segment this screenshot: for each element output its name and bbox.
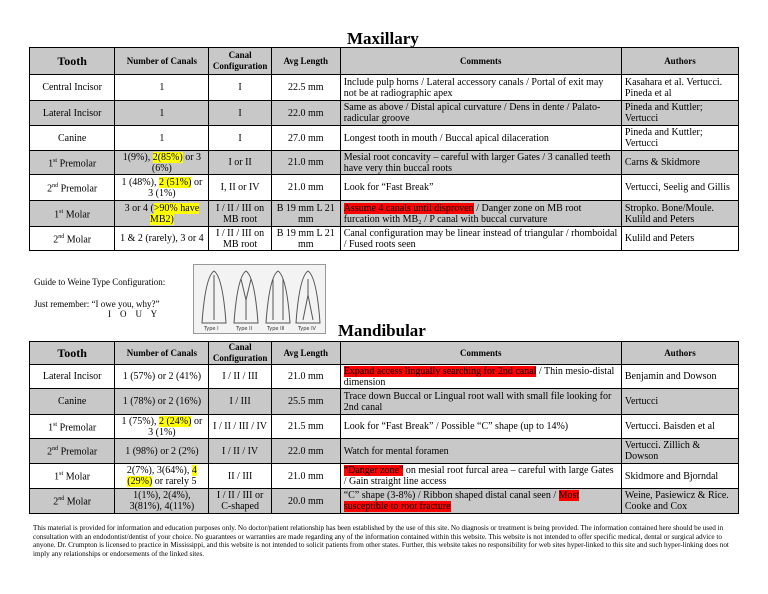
mandibular-header-tooth: Tooth — [30, 342, 115, 365]
canal-count-text: 1 (78%) or 2 (16%) — [122, 396, 202, 407]
mandibular-authors-cell: Weine, Pasiewicz & Rice. Cooke and Cox — [621, 489, 738, 514]
maxillary-authors-cell: Pineda and Kuttler; Vertucci — [621, 101, 738, 126]
maxillary-length-cell: 22.5 mm — [271, 75, 340, 101]
comment-text: Canal configuration may be linear instead of triangular / rhomboidal / Fused roots seen — [343, 227, 618, 250]
maxillary-authors-cell: Carns & Skidmore — [621, 151, 738, 175]
maxillary-configuration-cell: I, II or IV — [209, 175, 271, 201]
maxillary-authors-cell: Kulild and Peters — [621, 227, 738, 251]
mandibular-header-comments: Comments — [340, 342, 621, 365]
mandibular-header-row — [30, 342, 739, 365]
canal-count-text: 1 — [159, 82, 165, 93]
maxillary-comments-cell — [340, 175, 621, 201]
tooth-ordinal-suffix: nd — [52, 446, 59, 453]
mandibular-authors-cell: Benjamin and Dowson — [621, 365, 738, 389]
maxillary-tooth-cell — [30, 201, 115, 227]
highlighted-comment: Assume 4 canals until disproven — [343, 202, 474, 214]
mandibular-row — [30, 389, 739, 415]
tooth-name: Molar — [64, 234, 92, 246]
tooth-ordinal-suffix: st — [59, 471, 64, 478]
highlighted-comment: Expand access lingually searching for 2nd canal — [343, 365, 537, 377]
tooth-name: Premolar — [57, 422, 97, 434]
mandibular-title: Mandibular — [338, 321, 426, 340]
maxillary-header-number-of-canals: Number of Canals — [115, 48, 209, 75]
highlighted-comment: “Danger zone” — [343, 465, 404, 476]
tooth-ordinal-suffix: nd — [58, 233, 65, 240]
tooth-ordinal-suffix: st — [53, 421, 58, 428]
maxillary-title: Maxillary — [347, 29, 419, 48]
mandibular-header-number-of-canals: Number of Canals — [115, 342, 209, 365]
maxillary-tooth-cell — [30, 175, 115, 201]
comment-text: “C” shape (3-8%) / Ribbon shaped distal canal seen / — [343, 490, 559, 501]
canal-count-text: 1(9%), — [122, 151, 153, 163]
mandibular-length-cell: 21.0 mm — [271, 365, 340, 389]
maxillary-header-row — [30, 48, 739, 75]
maxillary-canals-cell — [115, 126, 209, 151]
maxillary-canals-cell — [115, 227, 209, 251]
comment-text: on mesial root furcal area – careful with large Gates / Gain straight line access — [343, 465, 614, 487]
maxillary-length-cell: B 19 mm L 21 mm — [271, 201, 340, 227]
tooth-name: Premolar — [58, 183, 98, 195]
comment-text: Same as above / Distal apical curvature / Dens in dente / Palato-radicular groove — [343, 102, 601, 124]
maxillary-tooth-cell — [30, 151, 115, 175]
highlighted-canal-count: 4 (29%) — [127, 465, 197, 487]
comment-text: Trace down Buccal or Lingual root wall with small file looking for 2nd canal — [343, 390, 612, 413]
maxillary-row — [30, 75, 739, 101]
tooth-number: 1 — [54, 471, 60, 483]
maxillary-canals-cell — [115, 75, 209, 101]
maxillary-comments-cell — [340, 101, 621, 126]
tooth-number: 1 — [48, 422, 54, 434]
mandibular-configuration-cell: II / III — [209, 464, 271, 489]
mandibular-tooth-cell — [30, 389, 115, 415]
maxillary-tooth-cell — [30, 75, 115, 101]
canal-count-text: 1 — [159, 107, 165, 119]
mandibular-canals-cell — [115, 439, 209, 464]
mandibular-configuration-cell: I / II / III — [209, 365, 271, 389]
weine-label-2: Type II — [236, 326, 253, 332]
mandibular-length-cell: 21.0 mm — [271, 464, 340, 489]
maxillary-length-cell: 21.0 mm — [271, 151, 340, 175]
mandibular-row — [30, 489, 739, 514]
tooth-name: Central Incisor — [42, 82, 103, 93]
tooth-name: Molar — [63, 209, 91, 221]
mandibular-canals-cell — [115, 489, 209, 514]
mandibular-configuration-cell: I / II / III or C-shaped — [209, 489, 271, 514]
maxillary-header-comments: Comments — [340, 48, 621, 75]
canal-count-text: 3 or 4 ( — [124, 202, 154, 214]
maxillary-length-cell: 27.0 mm — [271, 126, 340, 151]
maxillary-length-cell: 21.0 mm — [271, 175, 340, 201]
mandibular-comments-cell — [340, 365, 621, 389]
maxillary-authors-cell: Vertucci, Seelig and Gillis — [621, 175, 738, 201]
tooth-name: Lateral Incisor — [42, 107, 102, 119]
tooth-name: Premolar — [58, 446, 98, 458]
tooth-name: Canine — [58, 396, 87, 407]
canal-count-text: 1 — [159, 132, 165, 144]
comment-text: / Thin mesio-distal dimension — [343, 365, 615, 388]
mandibular-row — [30, 464, 739, 489]
maxillary-comments-cell — [340, 151, 621, 175]
canal-count-text: 1(1%), 2(4%), 3(81%), 4(11%) — [129, 490, 195, 512]
mandibular-row — [30, 439, 739, 464]
tooth-ordinal-suffix: st — [59, 208, 64, 215]
comment-text: Look for “Fast Break” / Possible “C” shape (up to 14%) — [343, 421, 569, 432]
weine-letters: I O U Y — [108, 309, 158, 319]
tooth-name: Molar — [63, 471, 91, 483]
maxillary-configuration-cell: I / II / III on MB root — [209, 201, 271, 227]
maxillary-header-tooth: Tooth — [30, 48, 115, 75]
canal-count-text: or 3 (1%) — [148, 415, 203, 438]
tooth-name: Molar — [64, 496, 92, 508]
weine-remember-text: Just remember: “I owe you, why?” — [34, 299, 160, 309]
mandibular-tooth-cell — [30, 439, 115, 464]
mandibular-tooth-cell — [30, 365, 115, 389]
tooth-ordinal-suffix: nd — [58, 496, 65, 503]
canal-count-text: or 3 (6%) — [151, 151, 202, 174]
mandibular-row — [30, 415, 739, 439]
maxillary-canals-cell — [115, 201, 209, 227]
weine-configuration-image — [193, 264, 326, 334]
canal-count-text: 1 (57%) or 2 (41%) — [122, 371, 202, 382]
maxillary-length-cell: B 19 mm L 21 mm — [271, 227, 340, 251]
mandibular-tooth-cell — [30, 489, 115, 514]
mandibular-table — [29, 341, 739, 514]
maxillary-header-canal-configuration: Canal Configuration — [209, 48, 271, 75]
maxillary-authors-cell: Kasahara et al. Vertucci. Pineda et al — [621, 75, 738, 101]
mandibular-header-canal-configuration: Canal Configuration — [209, 342, 271, 365]
maxillary-configuration-cell: I / II / III on MB root — [209, 227, 271, 251]
maxillary-comments-cell — [340, 227, 621, 251]
tooth-number: 2 — [53, 234, 59, 246]
mandibular-comments-cell — [340, 464, 621, 489]
canal-count-text: 1 & 2 (rarely), 3 or 4 — [120, 233, 204, 244]
maxillary-row — [30, 175, 739, 201]
maxillary-canals-cell — [115, 175, 209, 201]
canal-count-text: 2(7%), 3(64%), — [126, 465, 192, 476]
maxillary-row — [30, 201, 739, 227]
maxillary-configuration-cell: I — [209, 75, 271, 101]
tooth-number: 1 — [54, 209, 60, 221]
tooth-ordinal-suffix: nd — [52, 182, 59, 189]
mandibular-comments-cell — [340, 489, 621, 514]
comment-text: Look for “Fast Break” — [343, 182, 434, 193]
mandibular-tooth-cell — [30, 415, 115, 439]
tooth-number: 1 — [48, 158, 54, 170]
mandibular-comments-cell — [340, 439, 621, 464]
maxillary-configuration-cell: I or II — [209, 151, 271, 175]
highlighted-canal-count: 2(85%) — [152, 151, 183, 163]
mandibular-canals-cell — [115, 464, 209, 489]
mandibular-length-cell: 22.0 mm — [271, 439, 340, 464]
maxillary-length-cell: 22.0 mm — [271, 101, 340, 126]
maxillary-row — [30, 126, 739, 151]
maxillary-tooth-cell — [30, 101, 115, 126]
maxillary-row — [30, 101, 739, 126]
mandibular-length-cell: 25.5 mm — [271, 389, 340, 415]
mandibular-configuration-cell: I / III — [209, 389, 271, 415]
mandibular-canals-cell — [115, 415, 209, 439]
comment-text: Watch for mental foramen — [343, 445, 449, 457]
maxillary-header-authors: Authors — [621, 48, 738, 75]
maxillary-comments-cell — [340, 201, 621, 227]
maxillary-row — [30, 227, 739, 251]
canal-count-text: or rarely 5 — [152, 476, 197, 487]
maxillary-canals-cell — [115, 101, 209, 126]
mandibular-header-avg-length: Avg Length — [271, 342, 340, 365]
disclaimer-text: This material is provided for information and education purposes only. No doctor/patient relationship has been established by the use of this site. No diagnosis or treatment is being provided. The information contained here should be used in consultation with an endodontist/dentist of your choice. No guarantees or warranties are made regarding any of the information contained within this website. This website is not intended to offer specific medical, dental or surgical advice to anyone. Dr. Crumpton is licensed to practice in Mississippi, and this website is not intended to solicit patients from other states. Further, this website takes no responsibility for web sites hyper-linked to this site and such hyper-linking does not imply any relationships or endorsements of the linked sites. — [33, 524, 729, 558]
tooth-number: 2 — [47, 446, 53, 458]
mandibular-configuration-cell: I / II / III / IV — [209, 415, 271, 439]
maxillary-configuration-cell: I — [209, 126, 271, 151]
weine-label-1: Type I — [204, 326, 219, 332]
mandibular-length-cell: 21.5 mm — [271, 415, 340, 439]
mandibular-tooth-cell — [30, 464, 115, 489]
maxillary-tooth-cell — [30, 126, 115, 151]
mandibular-authors-cell: Vertucci. Zillich & Dowson — [621, 439, 738, 464]
maxillary-header-avg-length: Avg Length — [271, 48, 340, 75]
canal-count-text: 1 (48%), — [121, 176, 159, 188]
mandibular-comments-cell — [340, 415, 621, 439]
maxillary-authors-cell: Pineda and Kuttler; Vertucci — [621, 126, 738, 151]
maxillary-tooth-cell — [30, 227, 115, 251]
tooth-name: Canine — [58, 132, 87, 144]
tooth-ordinal-suffix: st — [53, 157, 58, 164]
weine-label-3: Type III — [267, 326, 285, 332]
mandibular-header-authors: Authors — [621, 342, 738, 365]
mandibular-authors-cell: Vertucci. Baisden et al — [621, 415, 738, 439]
highlighted-canal-count: 2 (51%) — [158, 176, 192, 188]
highlighted-canal-count: 2 (24%) — [158, 415, 192, 427]
comment-text: Mesial root concavity – careful with larger Gates / 3 canalled teeth have very thin buccal roots — [343, 151, 611, 174]
mandibular-configuration-cell: I / II / IV — [209, 439, 271, 464]
canal-count-text: 1 (75%), — [121, 415, 159, 427]
tooth-number: 2 — [53, 496, 59, 508]
tooth-name: Premolar — [57, 158, 97, 170]
mandibular-length-cell: 20.0 mm — [271, 489, 340, 514]
comment-text: / Danger zone on MB root furcation with MB₂ / P canal with buccal curvature — [343, 202, 582, 225]
canal-count-text: 1 (98%) or 2 (2%) — [125, 445, 199, 457]
tooth-number: 2 — [47, 183, 53, 195]
comment-text: Include pulp horns / Lateral accessory canals / Portal of exit may not be at radiographic apex — [343, 76, 604, 99]
mandibular-canals-cell — [115, 389, 209, 415]
mandibular-authors-cell: Vertucci — [621, 389, 738, 415]
maxillary-authors-cell: Stropko. Bone/Moule. Kulild and Peters — [621, 201, 738, 227]
tooth-name: Lateral Incisor — [42, 371, 102, 382]
mandibular-authors-cell: Skidmore and Bjorndal — [621, 464, 738, 489]
canal-count-text: or 3 (1%) — [148, 176, 203, 199]
weine-label-4: Type IV — [298, 326, 316, 332]
mandibular-comments-cell — [340, 389, 621, 415]
mandibular-canals-cell — [115, 365, 209, 389]
maxillary-canals-cell — [115, 151, 209, 175]
maxillary-table — [29, 47, 739, 251]
maxillary-configuration-cell: I — [209, 101, 271, 126]
comment-text: Longest tooth in mouth / Buccal apical dilaceration — [343, 132, 549, 144]
highlighted-comment: Most susceptible to root fracture — [343, 490, 580, 512]
weine-guide-text: Guide to Weine Type Configuration: — [34, 277, 166, 287]
highlighted-canal-count: >90% have MB2) — [149, 202, 200, 225]
maxillary-row — [30, 151, 739, 175]
maxillary-comments-cell — [340, 126, 621, 151]
maxillary-comments-cell — [340, 75, 621, 101]
mandibular-row — [30, 365, 739, 389]
